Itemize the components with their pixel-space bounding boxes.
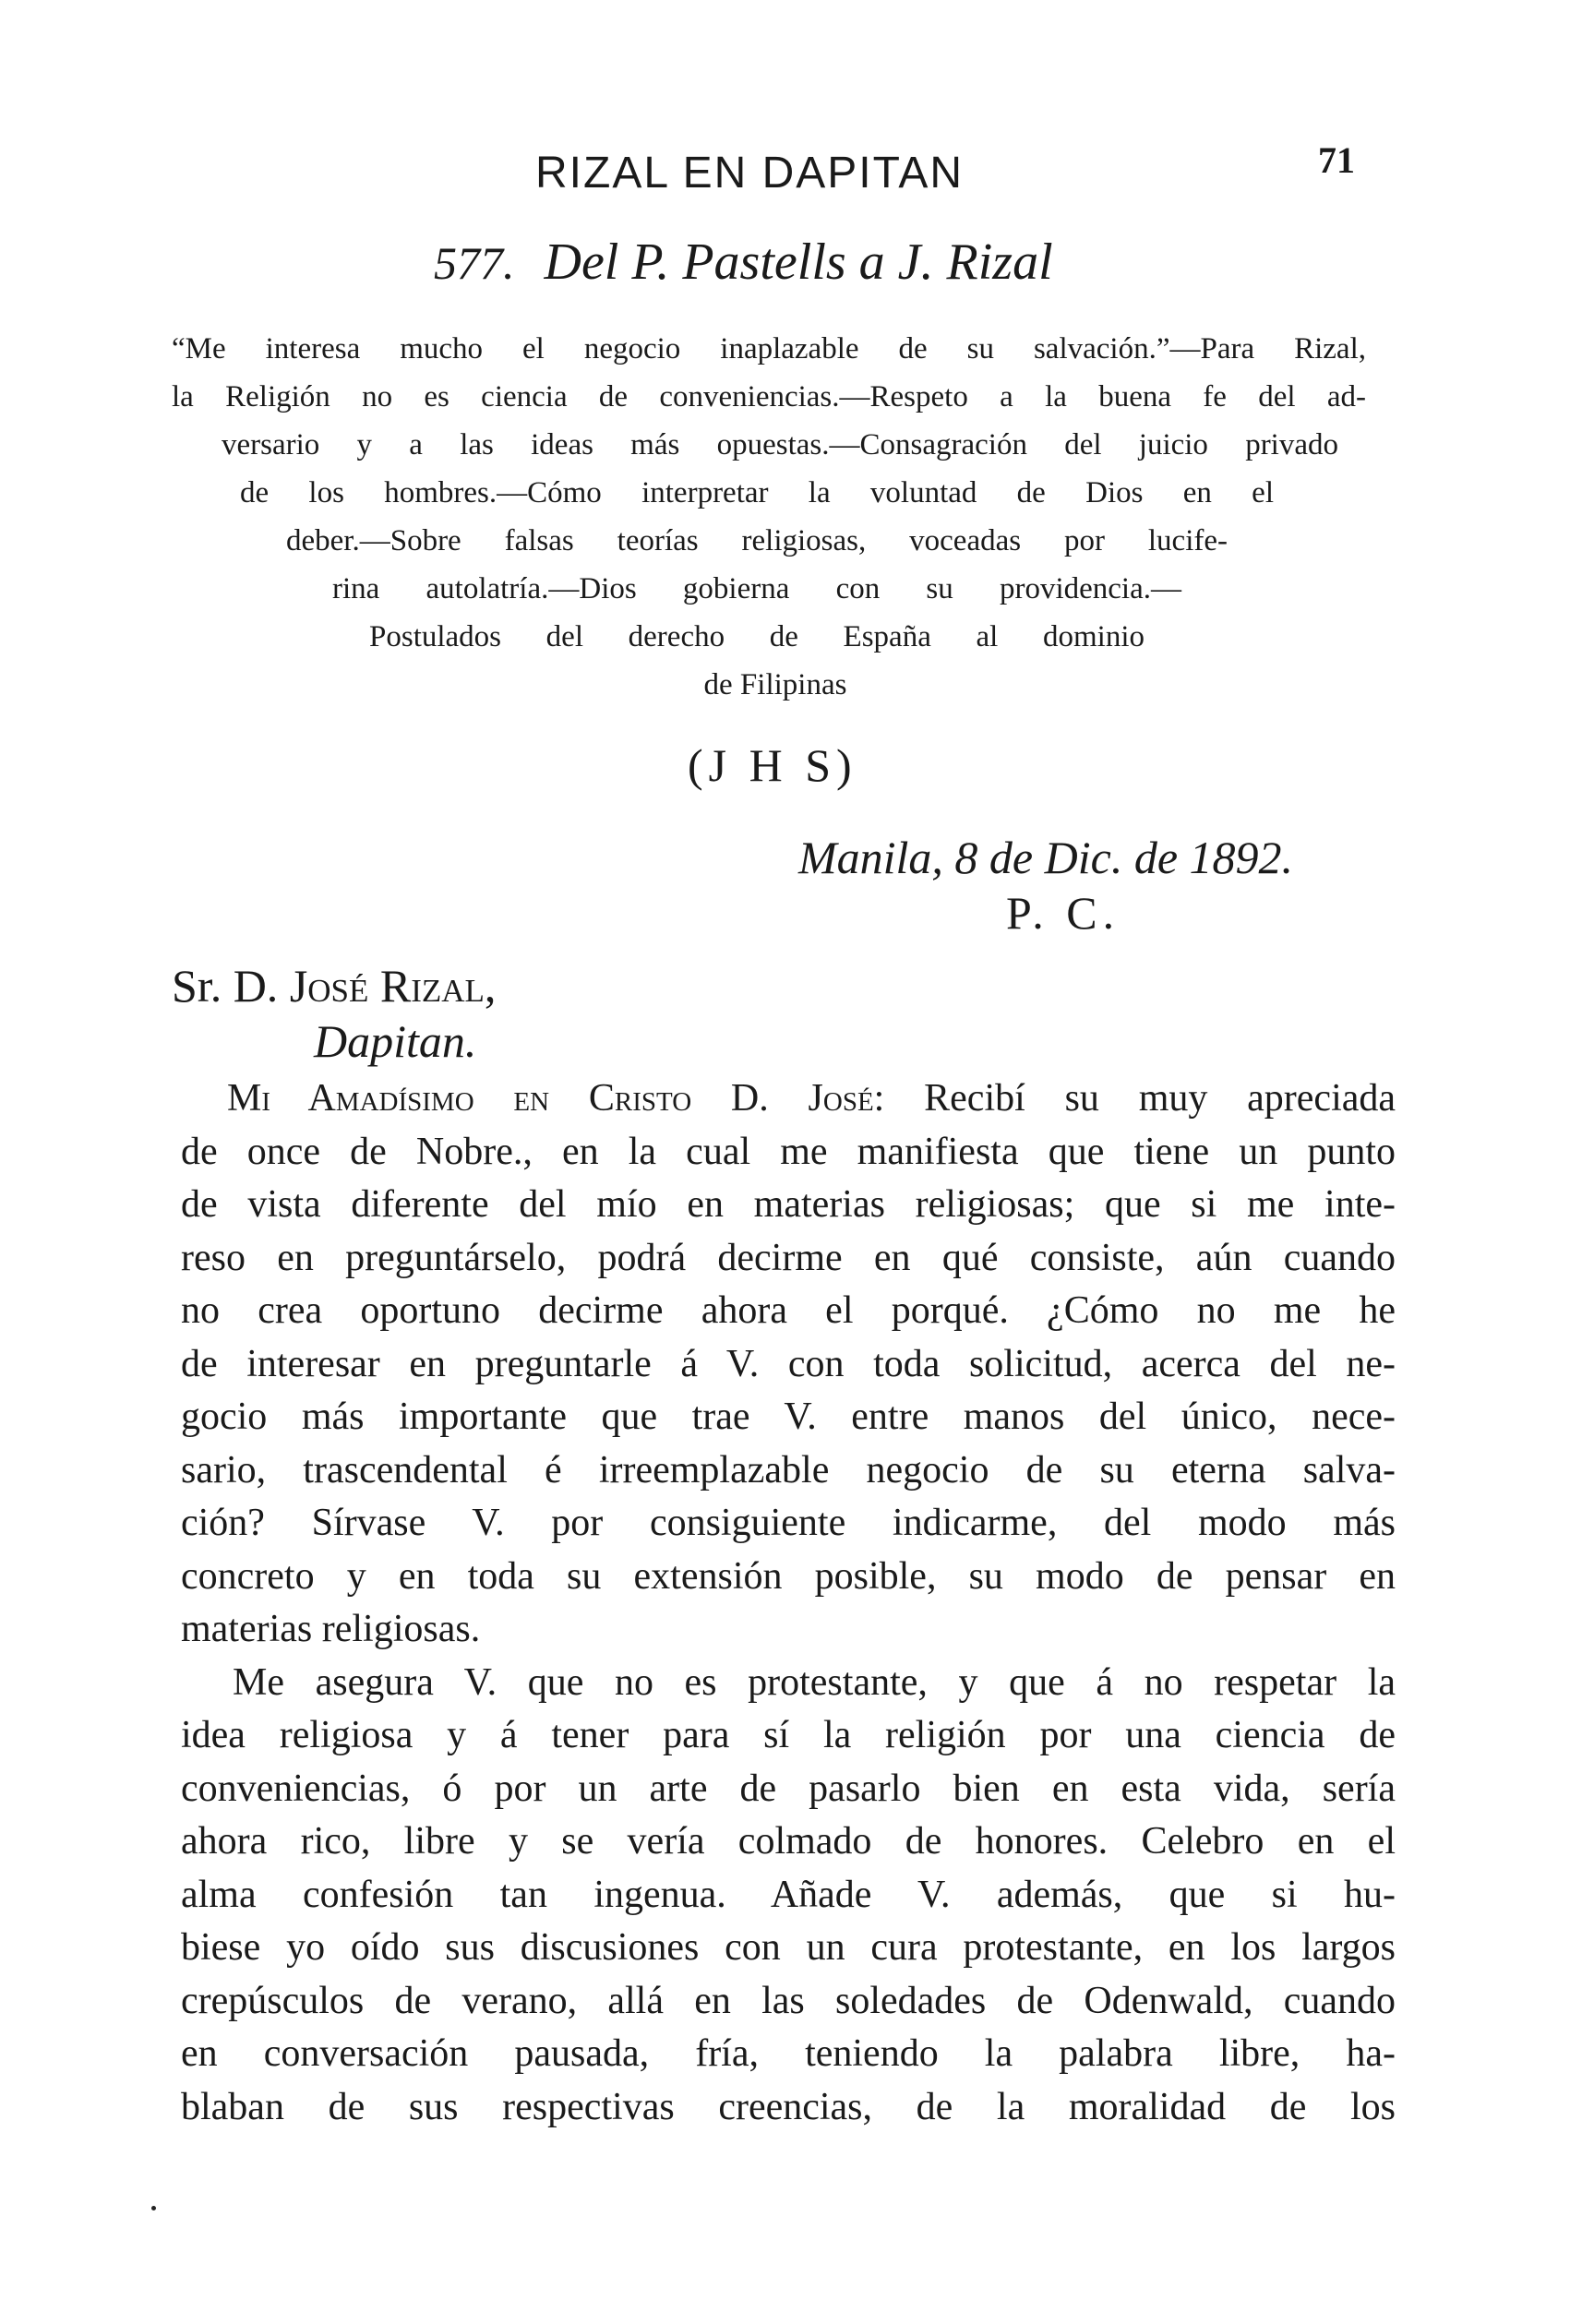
page-number: 71 <box>1318 139 1355 181</box>
body-line: alma confesión tan ingenua. Añade V. además, que si hu- <box>181 1873 1396 1916</box>
body-line: Me asegura V. que no es protestante, y que á no respetar la <box>233 1660 1396 1704</box>
body-line: concreto y en toda su extensión posible, su modo de pensar en <box>181 1554 1396 1598</box>
summary-line: de los hombres.—Cómo interpretar la voluntad de Dios en el <box>240 476 1274 509</box>
body-line: idea religiosa y á tener para sí la religión por una ciencia de <box>181 1714 1396 1756</box>
body-line: sario, trascendental é irreemplazable negocio de su eterna salva- <box>181 1448 1396 1491</box>
summary-line: Postulados del derecho de España al dominio <box>369 620 1145 653</box>
pax-christi: P. C. <box>1006 887 1121 939</box>
body-line: de once de Nobre., en la cual me manifiesta que tiene un punto <box>181 1130 1396 1173</box>
body-line: materias religiosas. <box>181 1608 481 1650</box>
salutation: Mi Amadísimo en Cristo D. José: <box>227 1077 885 1120</box>
summary-line: versario y a las ideas más opuestas.—Consagración del juicio privado <box>222 428 1338 461</box>
addressee-prefix: Sr. D. <box>172 960 279 1012</box>
body-line: de interesar en preguntarle á V. con toda solicitud, acerca del ne- <box>181 1342 1396 1385</box>
summary-line: de Filipinas <box>703 668 847 701</box>
summary-line: rina autolatría.—Dios gobierna con su providencia.— <box>332 572 1181 605</box>
letter-body <box>181 1072 1396 2134</box>
body-line: biese yo oído sus discusiones con un cura protestante, en los largos <box>181 1926 1396 1969</box>
letter-heading <box>434 233 1053 292</box>
body-line: ción? Sírvase V. por consiguiente indicarme, del modo más <box>181 1502 1396 1544</box>
body-line: en conversación pausada, fría, teniendo la palabra libre, ha- <box>181 2032 1396 2075</box>
summary-line: “Me interesa mucho el negocio inaplazable de su salvación.”—Para Rizal, <box>172 332 1366 365</box>
jhs-monogram: (J H S) <box>688 739 857 791</box>
letter-title: Del P. Pastells a J. Rizal <box>544 234 1053 291</box>
body-line: blaban de sus respectivas creencias, de la moralidad de los <box>181 2085 1396 2128</box>
body-line: reso en preguntárselo, podrá decirme en qué consiste, aún cuando <box>181 1236 1396 1279</box>
running-title: RIZAL EN DAPITAN <box>535 149 965 198</box>
body-line: de vista diferente del mío en materias religiosas; que si me inte- <box>181 1183 1396 1226</box>
summary-line: la Religión no es ciencia de conveniencias.—Respeto a la buena fe del ad- <box>172 380 1366 413</box>
body-line: crepúsculos de verano, allá en las soledades de Odenwald, cuando <box>181 1979 1396 2022</box>
body-line: ahora rico, libre y se vería colmado de honores. Celebro en el <box>181 1820 1396 1863</box>
addressee-block <box>172 958 496 1069</box>
salutation-continuation: Recibí su muy apreciada <box>924 1077 1396 1120</box>
summary-line: deber.—Sobre falsas teorías religiosas, voceadas por lucife- <box>286 524 1228 557</box>
body-line-salutation <box>227 1072 1396 1126</box>
body-line: conveniencias, ó por un arte de pasarlo bien en esta vida, sería <box>181 1767 1396 1810</box>
addressee-place: Dapitan. <box>314 1015 477 1067</box>
scan-speck <box>151 2206 156 2210</box>
body-line: gocio más importante que trae V. entre manos del único, nece- <box>181 1396 1396 1438</box>
letter-summary <box>138 325 1412 709</box>
body-line: no crea oportuno decirme ahora el porqué. ¿Cómo no me he <box>181 1289 1396 1332</box>
letter-number: 577. <box>434 237 515 289</box>
addressee-name: José Rizal, <box>289 960 497 1012</box>
dateline: Manila, 8 de Dic. de 1892. <box>798 832 1294 883</box>
